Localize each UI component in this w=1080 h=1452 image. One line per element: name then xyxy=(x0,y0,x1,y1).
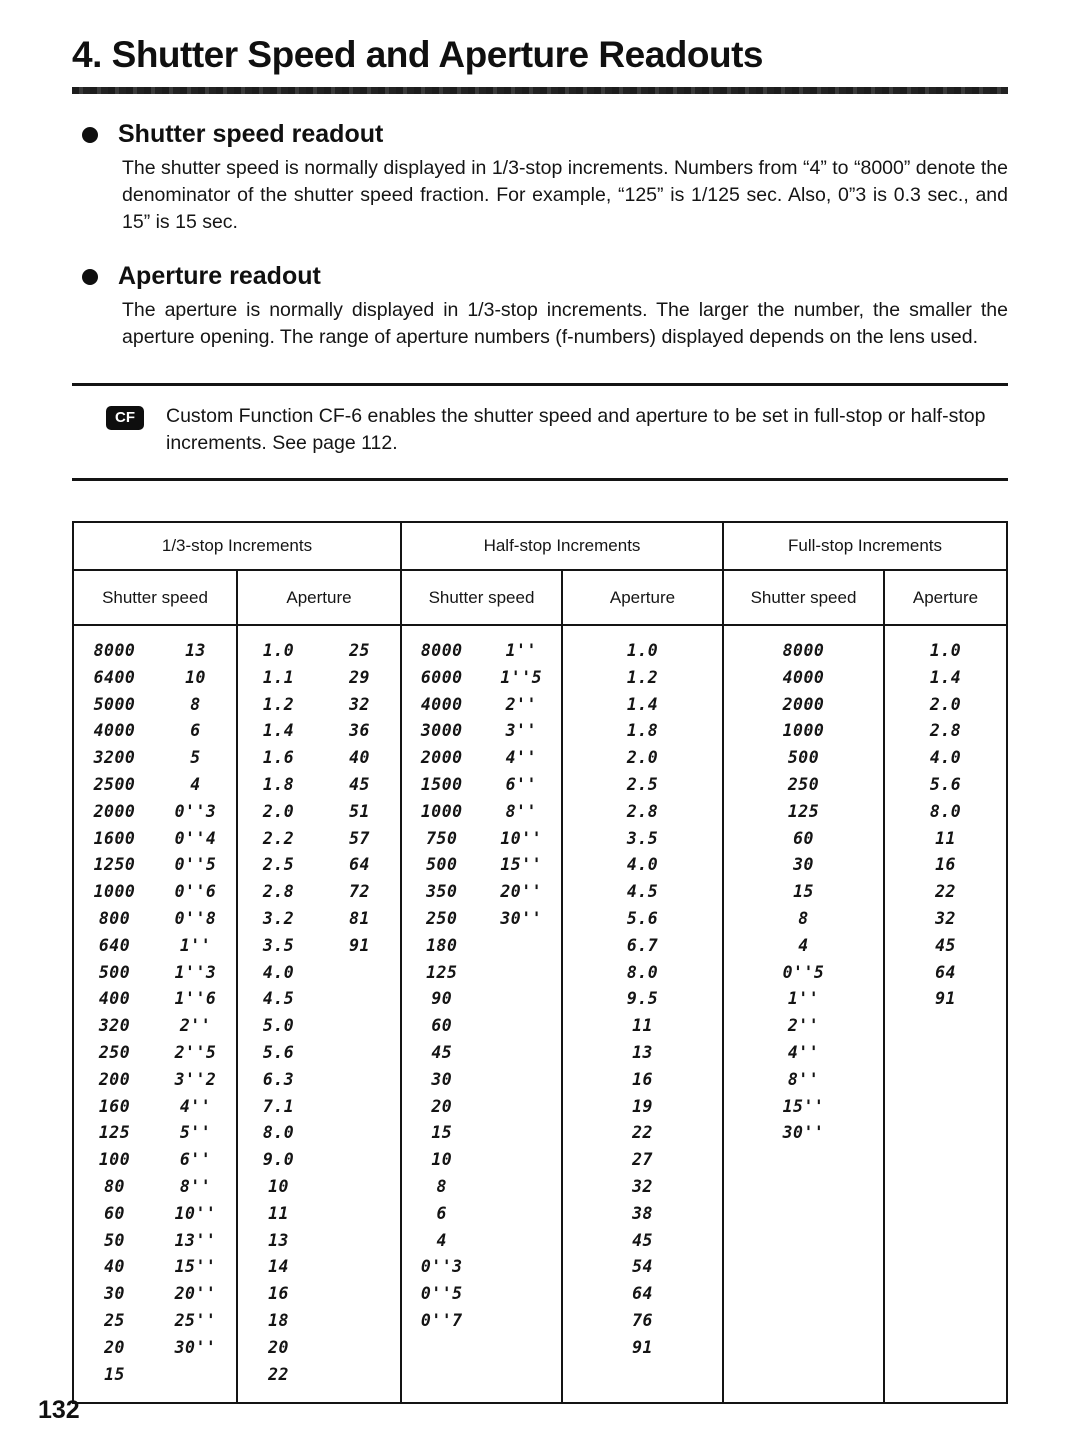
table-value: 800 xyxy=(98,908,131,928)
cell-half-shutter-values xyxy=(402,626,563,1402)
lcd-value-list xyxy=(402,638,482,1335)
table-value: 4.5 xyxy=(626,882,659,902)
table-value: 60 xyxy=(104,1203,125,1223)
table-value: 64 xyxy=(349,855,370,875)
table-value: 8'' xyxy=(505,801,537,821)
table-value: 180 xyxy=(426,935,458,955)
table-value: 30'' xyxy=(500,908,543,928)
table-value: 0''8 xyxy=(174,908,217,928)
table-value: 2.8 xyxy=(929,721,962,741)
table-value: 13'' xyxy=(174,1230,217,1250)
table-value: 29 xyxy=(349,667,370,687)
table-value: 8.0 xyxy=(262,1123,295,1143)
table-value: 9.5 xyxy=(626,989,659,1009)
table-value: 1.2 xyxy=(626,667,659,687)
table-value: 15 xyxy=(431,1123,453,1143)
table-value: 4.5 xyxy=(262,989,295,1009)
table-value: 1.0 xyxy=(929,641,962,660)
table-value: 6.7 xyxy=(626,935,659,955)
table-value: 64 xyxy=(935,962,956,982)
col-header-third-shutter: Shutter speed xyxy=(74,571,238,626)
table-value: 1''5 xyxy=(500,667,543,687)
table-value: 19 xyxy=(632,1096,653,1116)
table-value: 10'' xyxy=(174,1203,217,1223)
table-value: 2000 xyxy=(782,694,825,714)
table-value: 1'' xyxy=(505,641,537,660)
table-value: 1.0 xyxy=(262,641,295,660)
table-value: 6 xyxy=(436,1203,447,1223)
table-value: 8'' xyxy=(179,1176,212,1196)
table-value: 1''3 xyxy=(174,962,217,982)
table-value: 6.3 xyxy=(262,1069,295,1089)
table-value: 13 xyxy=(268,1230,289,1250)
table-value: 22 xyxy=(268,1364,289,1384)
table-value: 200 xyxy=(98,1069,131,1089)
table-value: 4'' xyxy=(505,748,537,768)
table-value: 6'' xyxy=(505,774,537,794)
table-value: 8 xyxy=(436,1176,447,1196)
table-value: 0''6 xyxy=(174,882,217,902)
table-value: 20 xyxy=(431,1096,453,1116)
cf-badge: CF xyxy=(106,406,144,430)
cell-full-aperture-values xyxy=(885,626,1006,1402)
lcd-value-list xyxy=(563,638,722,1362)
table-value: 6400 xyxy=(93,667,136,687)
table-value: 4 xyxy=(190,774,201,794)
table-value: 6 xyxy=(190,721,201,741)
table-value: 640 xyxy=(98,935,131,955)
table-value: 13 xyxy=(632,1042,653,1062)
table-value: 11 xyxy=(268,1203,289,1223)
table-value: 54 xyxy=(632,1257,653,1277)
table-value: 18 xyxy=(268,1310,289,1330)
table-value: 25'' xyxy=(174,1310,217,1330)
table-value: 0''5 xyxy=(782,962,825,982)
table-value: 1000 xyxy=(93,882,136,902)
table-value: 2000 xyxy=(420,748,463,768)
page-title: 4. Shutter Speed and Aperture Readouts xyxy=(72,34,763,75)
table-value: 500 xyxy=(787,748,820,768)
table-value: 7.1 xyxy=(262,1096,295,1116)
table-value: 5.6 xyxy=(929,774,962,794)
table-value: 1.2 xyxy=(262,694,295,714)
table-value: 9.0 xyxy=(262,1150,295,1170)
table-value: 15 xyxy=(104,1364,125,1384)
table-value: 30'' xyxy=(174,1337,217,1357)
lcd-value-list xyxy=(238,638,319,1388)
col-header-full-aperture: Aperture xyxy=(885,571,1006,626)
table-value: 1000 xyxy=(420,801,463,821)
table-value: 20 xyxy=(268,1337,289,1357)
table-value: 125 xyxy=(98,1123,131,1143)
lcd-value-list xyxy=(724,638,883,1147)
lcd-value-list xyxy=(74,638,155,1388)
table-value: 13 xyxy=(185,641,206,660)
table-value: 1.0 xyxy=(626,641,659,660)
table-value: 16 xyxy=(935,855,956,875)
table-value: 8'' xyxy=(787,1069,820,1089)
col-header-full-shutter: Shutter speed xyxy=(724,571,885,626)
table-value: 45 xyxy=(935,935,956,955)
group-title-half-stop: Half-stop Increments xyxy=(402,523,724,571)
table-value: 4000 xyxy=(782,667,825,687)
cell-half-aperture-values xyxy=(563,626,724,1402)
table-value: 1.4 xyxy=(626,694,659,714)
bullet-icon xyxy=(82,269,98,285)
table-value: 81 xyxy=(349,908,370,928)
table-value: 1.1 xyxy=(262,667,295,687)
table-value: 91 xyxy=(632,1337,653,1357)
table-value: 20'' xyxy=(174,1284,217,1304)
table-value: 500 xyxy=(426,855,458,875)
table-value: 4'' xyxy=(787,1042,820,1062)
table-value: 2500 xyxy=(93,774,136,794)
table-value: 3000 xyxy=(420,721,463,741)
table-value: 1.4 xyxy=(262,721,295,741)
table-value: 60 xyxy=(793,828,814,848)
table-value: 15'' xyxy=(174,1257,217,1277)
table-value: 57 xyxy=(349,828,370,848)
table-value: 14 xyxy=(268,1257,289,1277)
col-header-half-shutter: Shutter speed xyxy=(402,571,563,626)
cell-third-shutter-values xyxy=(74,626,238,1402)
table-value: 0''3 xyxy=(174,801,217,821)
table-value: 15 xyxy=(793,882,814,902)
table-value: 40 xyxy=(104,1257,125,1277)
table-value: 2.8 xyxy=(262,882,295,902)
table-value: 1.6 xyxy=(262,748,295,768)
table-value: 5.6 xyxy=(262,1042,295,1062)
table-value: 11 xyxy=(935,828,956,848)
table-value: 6000 xyxy=(420,667,463,687)
table-value: 2'' xyxy=(505,694,537,714)
section-aperture-readout xyxy=(72,262,1008,351)
table-value: 20'' xyxy=(500,882,543,902)
table-value: 10'' xyxy=(500,828,543,848)
table-value: 15'' xyxy=(782,1096,825,1116)
table-value: 80 xyxy=(104,1176,125,1196)
table-value: 16 xyxy=(268,1284,289,1304)
table-value: 3''2 xyxy=(174,1069,217,1089)
table-value: 750 xyxy=(426,828,458,848)
table-value: 2.0 xyxy=(929,694,962,714)
section-shutter-speed-readout xyxy=(72,120,1008,236)
table-value: 1600 xyxy=(93,828,136,848)
table-value: 45 xyxy=(349,774,370,794)
table-value: 2.0 xyxy=(262,801,295,821)
group-title-third-stop: 1/3-stop Increments xyxy=(74,523,402,571)
table-value: 8 xyxy=(798,908,809,928)
table-value: 11 xyxy=(632,1016,653,1036)
readout-table xyxy=(72,521,1008,1404)
table-value: 91 xyxy=(349,935,370,955)
table-value: 1500 xyxy=(420,774,463,794)
title-rule xyxy=(72,87,1008,94)
table-value: 4000 xyxy=(93,721,136,741)
table-value: 0''3 xyxy=(420,1257,463,1277)
table-value: 91 xyxy=(935,989,956,1009)
table-value: 51 xyxy=(349,801,370,821)
table-value: 5'' xyxy=(179,1123,212,1143)
table-value: 8000 xyxy=(420,641,463,660)
table-value: 4.0 xyxy=(626,855,659,875)
col-header-third-aperture: Aperture xyxy=(238,571,402,626)
table-value: 30 xyxy=(793,855,814,875)
table-value: 38 xyxy=(632,1203,653,1223)
table-value: 8000 xyxy=(782,641,825,660)
cf-note-text: Custom Function CF-6 enables the shutter speed and aperture to be set in full-stop or half-stop increments. See page 112. xyxy=(166,405,986,454)
table-value: 2000 xyxy=(93,801,136,821)
table-value: 4 xyxy=(436,1230,447,1250)
table-value: 400 xyxy=(98,989,131,1009)
lcd-value-list xyxy=(319,638,400,960)
section-body-aperture: The aperture is normally displayed in 1/3-stop increments. The larger the number, the smaller the aperture opening. The range of aperture numbers (f-numbers) displayed depends on the lens used. xyxy=(122,299,1008,348)
table-value: 5 xyxy=(190,748,201,768)
table-body-row xyxy=(74,626,1006,1402)
table-value: 1.8 xyxy=(626,721,659,741)
table-value: 27 xyxy=(632,1150,653,1170)
table-value: 2''5 xyxy=(174,1042,217,1062)
section-heading-aperture: Aperture readout xyxy=(118,262,321,290)
table-value: 320 xyxy=(98,1016,131,1036)
page-number: 132 xyxy=(38,1396,80,1424)
table-value: 60 xyxy=(431,1016,453,1036)
table-value: 0''7 xyxy=(420,1310,463,1330)
table-group-title-row xyxy=(74,523,1006,571)
table-value: 4'' xyxy=(179,1096,212,1116)
section-heading-shutter-speed: Shutter speed readout xyxy=(118,120,384,148)
table-value: 250 xyxy=(787,774,820,794)
table-value: 500 xyxy=(98,962,131,982)
table-value: 4 xyxy=(798,935,809,955)
cell-third-aperture-values xyxy=(238,626,402,1402)
table-value: 10 xyxy=(268,1176,289,1196)
table-value: 22 xyxy=(632,1123,653,1143)
section-head xyxy=(72,262,1008,291)
table-value: 30 xyxy=(431,1069,453,1089)
table-value: 0''4 xyxy=(174,828,217,848)
table-value: 2.0 xyxy=(626,748,659,768)
section-body-shutter-speed: The shutter speed is normally displayed in 1/3-stop increments. Numbers from “4” to “8000” denote the denominator of the shutter speed fraction. For example, “125” is 1/125 sec. Also, 0”3 is 0.3 sec., and 15” is 15 sec. xyxy=(122,157,1008,233)
table-value: 2.8 xyxy=(626,801,659,821)
table-value: 100 xyxy=(98,1150,131,1170)
table-value: 8 xyxy=(190,694,201,714)
table-value: 45 xyxy=(431,1042,453,1062)
table-value: 4000 xyxy=(420,694,463,714)
table-value: 64 xyxy=(632,1284,653,1304)
table-value: 72 xyxy=(349,882,370,902)
table-value: 30 xyxy=(104,1284,125,1304)
table-value: 125 xyxy=(787,801,820,821)
table-value: 4.0 xyxy=(929,748,962,768)
table-value: 3.2 xyxy=(262,908,295,928)
cell-full-shutter-values xyxy=(724,626,885,1402)
table-value: 20 xyxy=(104,1337,125,1357)
table-value: 1250 xyxy=(93,855,136,875)
table-value: 76 xyxy=(632,1310,653,1330)
table-value: 32 xyxy=(349,694,370,714)
table-value: 40 xyxy=(349,748,370,768)
table-column-header-row xyxy=(74,571,1006,626)
table-value: 4.0 xyxy=(262,962,295,982)
table-value: 10 xyxy=(185,667,206,687)
table-value: 1000 xyxy=(782,721,825,741)
table-value: 0''5 xyxy=(420,1284,463,1304)
table-value: 25 xyxy=(104,1310,125,1330)
table-value: 15'' xyxy=(500,855,543,875)
section-head xyxy=(72,120,1008,149)
table-value: 3.5 xyxy=(262,935,295,955)
table-value: 8.0 xyxy=(626,962,659,982)
table-value: 1'' xyxy=(179,935,212,955)
table-value: 25 xyxy=(349,641,370,660)
table-value: 8000 xyxy=(93,641,136,660)
table-value: 2.5 xyxy=(262,855,295,875)
table-value: 2'' xyxy=(787,1016,820,1036)
table-value: 250 xyxy=(426,908,458,928)
table-value: 8.0 xyxy=(929,801,962,821)
table-value: 350 xyxy=(426,882,458,902)
table-value: 30'' xyxy=(782,1123,825,1143)
table-value: 3200 xyxy=(93,748,136,768)
table-value: 50 xyxy=(104,1230,125,1250)
lcd-value-list xyxy=(482,638,562,933)
table-value: 6'' xyxy=(179,1150,212,1170)
group-title-full-stop: Full-stop Increments xyxy=(724,523,1006,571)
table-value: 1.8 xyxy=(262,774,295,794)
table-value: 32 xyxy=(935,908,956,928)
col-header-half-aperture: Aperture xyxy=(563,571,724,626)
table-value: 1'' xyxy=(787,989,820,1009)
cf-note xyxy=(72,383,1008,481)
table-value: 250 xyxy=(98,1042,131,1062)
table-value: 160 xyxy=(98,1096,131,1116)
table-value: 36 xyxy=(349,721,370,741)
table-value: 3.5 xyxy=(626,828,659,848)
lcd-value-list xyxy=(885,638,1006,1013)
table-value: 3'' xyxy=(505,721,537,741)
table-value: 2.2 xyxy=(262,828,295,848)
table-value: 5000 xyxy=(93,694,136,714)
table-value: 45 xyxy=(632,1230,653,1250)
table-value: 10 xyxy=(431,1150,453,1170)
table-value: 22 xyxy=(935,882,956,902)
table-value: 1''6 xyxy=(174,989,217,1009)
table-value: 0''5 xyxy=(174,855,217,875)
table-value: 32 xyxy=(632,1176,653,1196)
table-value: 16 xyxy=(632,1069,653,1089)
table-value: 90 xyxy=(431,989,453,1009)
table-value: 5.6 xyxy=(626,908,659,928)
table-value: 1.4 xyxy=(929,667,962,687)
lcd-value-list xyxy=(155,638,236,1362)
table-value: 2'' xyxy=(179,1016,212,1036)
table-value: 2.5 xyxy=(626,774,659,794)
table-value: 125 xyxy=(426,962,458,982)
bullet-icon xyxy=(82,127,98,143)
table-value: 5.0 xyxy=(262,1016,295,1036)
